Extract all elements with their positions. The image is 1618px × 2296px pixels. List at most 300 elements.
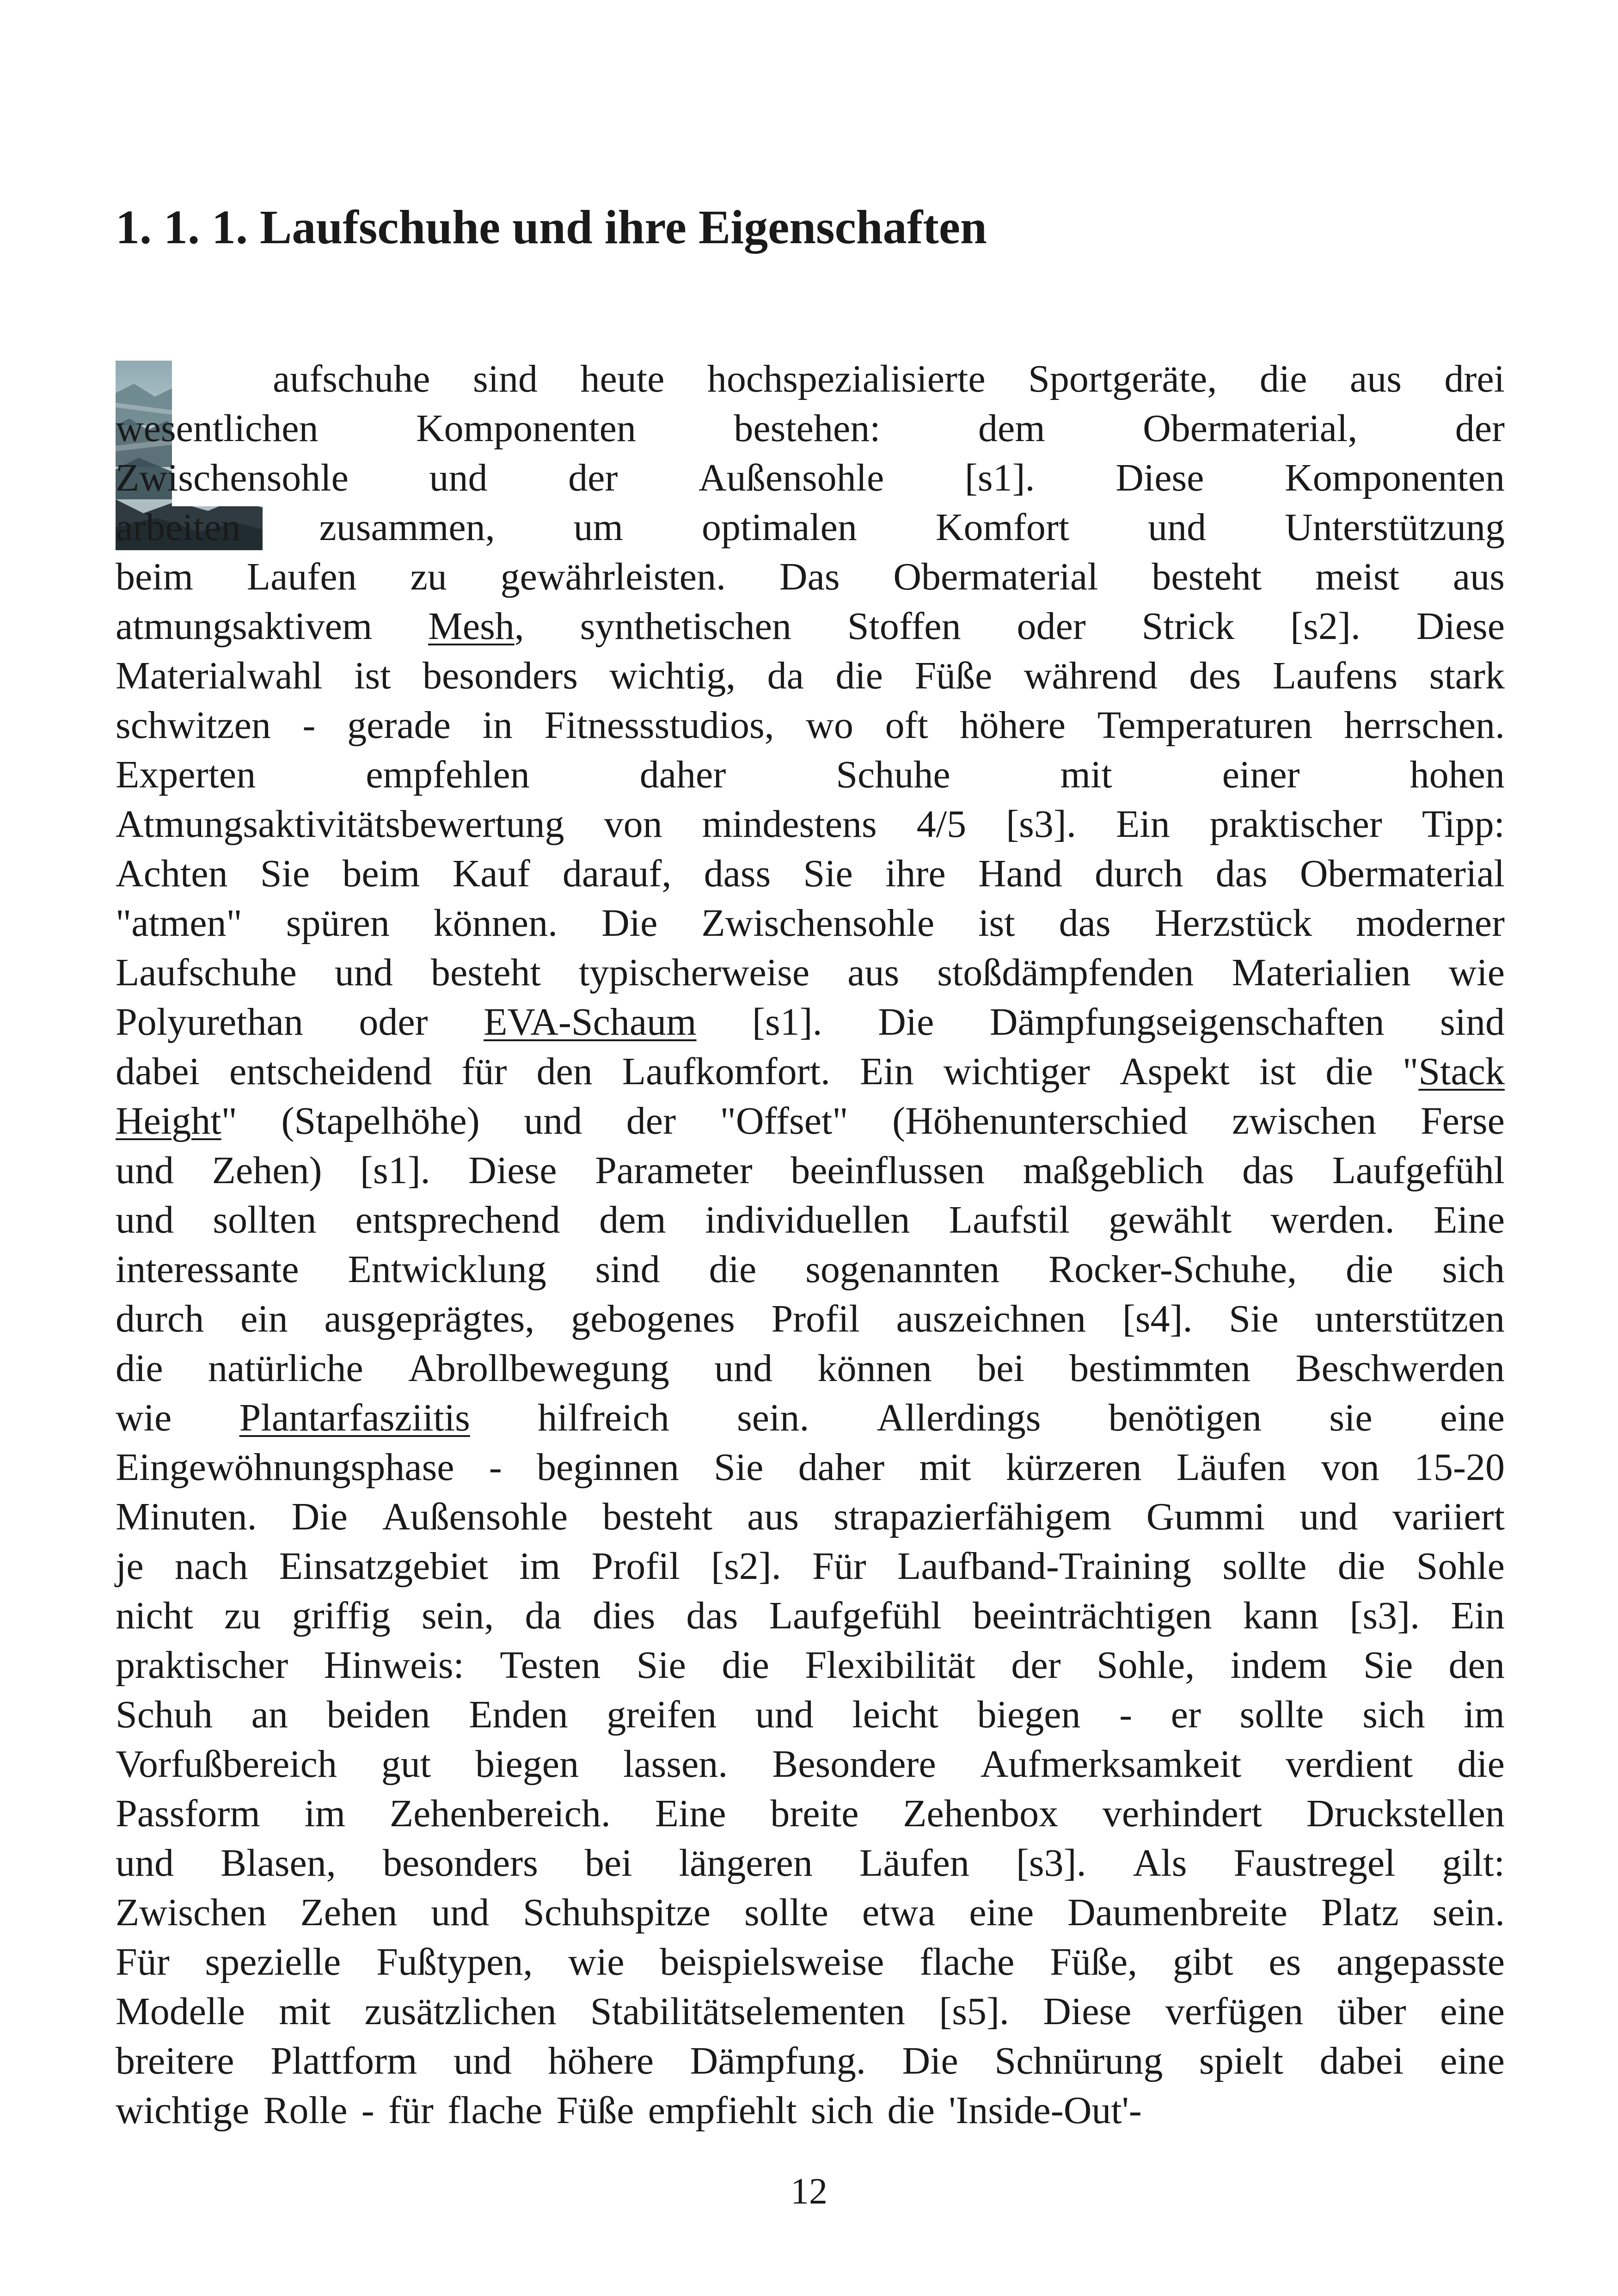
word: zusammen, [319, 506, 495, 549]
word: [s4]. [1122, 1297, 1193, 1340]
word: während [1024, 654, 1158, 697]
word: Obermaterial [1299, 852, 1505, 895]
word: Faustregel [1233, 1842, 1396, 1885]
word: mit [279, 1990, 331, 2033]
term-link[interactable]: EVA-Schaum [484, 1001, 697, 1044]
word: und [334, 951, 393, 994]
word: etwa [862, 1891, 936, 1934]
word: Polyurethan [116, 1001, 303, 1044]
word: Komfort [935, 506, 1070, 549]
text-line [116, 2036, 1505, 2086]
word: einer [1222, 753, 1300, 796]
word: können. [433, 902, 558, 945]
word: arbeiten [116, 506, 241, 549]
word: im [519, 1545, 561, 1588]
word: Fitnessstudios, [544, 704, 774, 747]
word: Minuten. [116, 1495, 257, 1538]
word: Aspekt [1119, 1050, 1230, 1093]
word: kürzeren [1005, 1446, 1142, 1489]
word: die [1346, 1248, 1393, 1291]
word: empfehlen [366, 753, 530, 796]
word: Enden [469, 1693, 568, 1736]
word: (Höhenunterschied [892, 1099, 1188, 1142]
word: oder [359, 1001, 428, 1044]
word: Laufstil [949, 1198, 1070, 1241]
word: Sie [1229, 1297, 1279, 1340]
word: herrschen. [1344, 704, 1505, 747]
word: Laufgefühl [769, 1594, 942, 1637]
word: Außensohle [382, 1495, 568, 1538]
word: Laufgefühl [1332, 1149, 1505, 1192]
word: Sie [1363, 1644, 1413, 1687]
word: 15-20 [1414, 1446, 1505, 1489]
word: beim [342, 852, 420, 895]
word: wo [806, 704, 853, 747]
word: individuellen [705, 1198, 910, 1241]
text-line [116, 602, 1505, 651]
word: bei [977, 1347, 1024, 1390]
word: wie [568, 1940, 625, 1983]
word: im [1464, 1693, 1505, 1736]
word: besonders [422, 654, 578, 697]
word: zu [224, 1594, 261, 1637]
text-line [116, 1443, 1505, 1492]
text-line [116, 1195, 1505, 1245]
word: wie [116, 1396, 172, 1439]
word: praktischer [116, 1644, 288, 1687]
word: aufschuhe [273, 357, 430, 400]
word: Laufkomfort. [622, 1050, 830, 1093]
word: Temperaturen [1097, 704, 1312, 747]
word: aus [847, 951, 900, 994]
word: dabei [116, 1050, 200, 1093]
word: dies [592, 1594, 656, 1637]
word: beeinflussen [791, 1149, 985, 1192]
text-line [116, 849, 1505, 898]
word: und [1148, 506, 1207, 549]
word: [s3]. [1006, 803, 1076, 846]
word: Vorfußbereich [116, 1743, 337, 1786]
word: Zehenbox [903, 1792, 1059, 1835]
word: Ein [1451, 1594, 1505, 1637]
word: des [1189, 654, 1241, 697]
word: Laufschuhe [116, 951, 297, 994]
word: eine [1440, 2039, 1505, 2082]
word: über [1337, 1990, 1406, 2033]
word: das [1059, 902, 1111, 945]
word: flache [447, 2089, 543, 2132]
word: höhere [960, 704, 1066, 747]
word: indem [1230, 1644, 1328, 1687]
word: Unterstützung [1285, 506, 1505, 549]
word: Füße [914, 654, 993, 697]
word: Druckstellen [1306, 1792, 1505, 1835]
word: Kauf [452, 852, 530, 895]
word: Flexibilität [805, 1644, 975, 1687]
word: Komponenten [416, 407, 636, 450]
word: in [482, 704, 513, 747]
word: darauf, [562, 852, 672, 895]
word: Abrollbewegung [408, 1347, 669, 1390]
word: stark [1429, 654, 1505, 697]
word: im [304, 1792, 346, 1835]
word: heute [580, 357, 665, 400]
word: biegen [977, 1693, 1081, 1736]
word: Eine [655, 1792, 726, 1835]
word: das [1242, 1149, 1294, 1192]
word: sollte [1222, 1545, 1307, 1588]
word: sich [1362, 1693, 1425, 1736]
word: die [1457, 1743, 1505, 1786]
word: Diese [1416, 605, 1505, 648]
text-line [116, 1294, 1505, 1344]
word: Daumenbreite [1067, 1891, 1287, 1934]
word: Laufens [1272, 654, 1398, 697]
word: ist [1259, 1050, 1296, 1093]
word: längeren [679, 1842, 813, 1885]
word: natürliche [208, 1347, 363, 1390]
word: hochspezialisierte [707, 357, 986, 400]
word: Für [116, 1940, 170, 1983]
word: hohen [1410, 753, 1505, 796]
term-link[interactable]: Mesh [428, 605, 515, 648]
text-line [116, 1245, 1505, 1294]
word: zusätzlichen [364, 1990, 557, 2033]
word: Profil [771, 1297, 860, 1340]
word: aus [1453, 555, 1505, 598]
word: und [431, 1891, 490, 1934]
word: Zehen) [212, 1149, 322, 1192]
word: Hand [978, 852, 1062, 895]
text-line [116, 898, 1505, 948]
word: [s3]. [1349, 1594, 1420, 1637]
word: 'Inside-Out'- [949, 2089, 1142, 2132]
word [484, 997, 696, 1047]
text-line [116, 1344, 1505, 1393]
text-line [116, 799, 1505, 849]
word: die [1259, 357, 1307, 400]
word: Hinweis: [324, 1644, 464, 1687]
word: werden. [1270, 1198, 1395, 1241]
text-line [116, 1640, 1505, 1690]
word: Laufband-Training [897, 1545, 1192, 1588]
word: je [116, 1545, 144, 1588]
word: es [1269, 1940, 1301, 1983]
word: zu [410, 555, 447, 598]
word: die [1325, 1050, 1373, 1093]
text-line [116, 1591, 1505, 1640]
word: typischerweise [578, 951, 810, 994]
word: wichtiger [943, 1050, 1090, 1093]
word: und [429, 456, 488, 499]
word: Eine [1434, 1198, 1505, 1241]
word: an [251, 1693, 288, 1736]
word: leicht [852, 1693, 938, 1736]
word: sind [473, 357, 538, 400]
word: [s3]. [1016, 1842, 1086, 1885]
text-line [116, 503, 1505, 552]
word: [s1]. [752, 1001, 822, 1044]
word: Ein [860, 1050, 914, 1093]
word: dem [599, 1198, 666, 1241]
text-line [116, 651, 1505, 700]
word: verfügen [1165, 1990, 1304, 2033]
word: den [1448, 1644, 1505, 1687]
word: 4/5 [916, 803, 967, 846]
word: Einsatzgebiet [279, 1545, 489, 1588]
word: Füße [556, 2089, 634, 2132]
word: Diese [1043, 1990, 1132, 2033]
word: Zehen [300, 1891, 398, 1934]
word: Passform [116, 1792, 260, 1835]
word: aus [747, 1495, 799, 1538]
word: Fußtypen, [376, 1940, 533, 1983]
word: Plattform [270, 2039, 417, 2082]
word: breitere [116, 2039, 234, 2082]
word: durch [116, 1297, 204, 1340]
page-number: 12 [791, 2171, 827, 2212]
word: der [626, 1099, 676, 1142]
word: gilt: [1442, 1842, 1505, 1885]
word: die [887, 2089, 935, 2132]
word: Ein [1115, 803, 1170, 846]
word: meist [1315, 555, 1400, 598]
word: sich [810, 2089, 874, 2132]
word: spielt [1199, 2039, 1283, 2082]
word: oder [1017, 605, 1086, 648]
word: spüren [286, 902, 390, 945]
word: greifen [607, 1693, 717, 1736]
word: (Stapelhöhe) [281, 1099, 480, 1142]
word: verdient [1286, 1743, 1413, 1786]
word: Das [779, 555, 840, 598]
word: entsprechend [355, 1198, 560, 1241]
word: sind [1440, 1001, 1505, 1044]
word: die [709, 1248, 757, 1291]
word: Modelle [116, 1990, 245, 2033]
word: stoßdämpfenden [937, 951, 1194, 994]
word: besteht [1152, 555, 1262, 598]
word: dem [978, 407, 1045, 450]
word: sein. [737, 1396, 809, 1439]
word: sollten [213, 1198, 317, 1241]
word: empfiehlt [648, 2089, 797, 2132]
word: dabei [1319, 2039, 1404, 2082]
word: mit [919, 1446, 971, 1489]
body-paragraph [116, 354, 1505, 2135]
word: "Offset" [720, 1099, 848, 1142]
word: Zehenbereich. [389, 1792, 611, 1835]
word: daher [639, 753, 726, 796]
word: praktischer [1209, 803, 1382, 846]
word: Materialwahl [116, 654, 323, 697]
word: [s2]. [711, 1545, 781, 1588]
word: breite [770, 1792, 859, 1835]
text-line [116, 1541, 1505, 1591]
word: bei [584, 1842, 632, 1885]
word: Parameter [595, 1149, 753, 1192]
word: gebogenes [571, 1297, 735, 1340]
word: er [1171, 1693, 1201, 1736]
word: Tipp: [1422, 803, 1505, 846]
word: sich [1442, 1248, 1505, 1291]
word: Testen [500, 1644, 601, 1687]
word: ihre [885, 852, 946, 895]
word: atmungsaktivem [116, 605, 373, 648]
word: Stabilitätselementen [590, 1990, 906, 2033]
word: die [1337, 1545, 1385, 1588]
word: wesentlichen [116, 407, 319, 450]
text-line [116, 1987, 1505, 2036]
text-line [116, 1096, 1505, 1146]
word: sind [595, 1248, 660, 1291]
word: kann [1243, 1594, 1319, 1637]
word: Profil [591, 1545, 680, 1588]
word: da [525, 1594, 562, 1637]
word: eine [969, 1891, 1034, 1934]
word: besonders [382, 1842, 538, 1885]
word: das [686, 1594, 738, 1637]
word: "Stack [1403, 1050, 1505, 1093]
word: auszeichnen [896, 1297, 1086, 1340]
text-line [116, 1492, 1505, 1541]
word: Experten [116, 753, 256, 796]
word: beeinträchtigen [973, 1594, 1212, 1637]
word: Dämpfungseigenschaften [989, 1001, 1385, 1044]
word: Beschwerden [1295, 1347, 1505, 1390]
word: durch [1095, 852, 1183, 895]
word: Für [812, 1545, 866, 1588]
word: Komponenten [1285, 456, 1505, 499]
word: und [116, 1842, 174, 1885]
word: beim [116, 555, 193, 598]
word: flache [919, 1940, 1015, 1983]
word: Platz [1321, 1891, 1399, 1934]
word: eine [1440, 1396, 1505, 1439]
word: unterstützen [1315, 1297, 1505, 1340]
text-line [273, 354, 1505, 404]
word: der [568, 456, 618, 499]
word: - [1119, 1693, 1133, 1736]
word: da [767, 654, 804, 697]
text-line [116, 997, 1505, 1047]
word: können [817, 1347, 932, 1390]
section-heading: 1. 1. 1. Laufschuhe und ihre Eigenschaften [116, 201, 987, 254]
word: hilfreich [538, 1396, 669, 1439]
word: die [116, 1347, 163, 1390]
word: [s5]. [939, 1990, 1009, 2033]
word: ausgeprägtes, [324, 1297, 535, 1340]
word: eine [1440, 1990, 1505, 2033]
word: beginnen [536, 1446, 679, 1489]
term-link[interactable]: Height [116, 1099, 221, 1142]
word: den [536, 1050, 593, 1093]
term-link[interactable]: Stack [1418, 1050, 1505, 1093]
word: verhindert [1102, 1792, 1263, 1835]
word: Die [878, 1001, 934, 1044]
word: Sie [260, 852, 310, 895]
term-link[interactable]: Plantarfasziitis [239, 1396, 470, 1439]
word: Eingewöhnungsphase [116, 1446, 454, 1489]
text-line [116, 1838, 1505, 1888]
word: synthetischen [580, 605, 791, 648]
word: mit [1060, 753, 1112, 796]
word: - [302, 704, 316, 747]
text-line [116, 404, 1505, 453]
word: [s2]. [1290, 605, 1361, 648]
text-line [116, 1937, 1505, 1987]
word: Zwischen [116, 1891, 267, 1934]
word: Die [902, 2039, 958, 2082]
word: Obermaterial, [1143, 407, 1358, 450]
word: Sohle [1416, 1545, 1505, 1588]
word: Achten [116, 852, 228, 895]
word: wichtige [116, 2089, 250, 2132]
text-line [116, 1888, 1505, 1937]
word: maßgeblich [1023, 1149, 1204, 1192]
word: biegen [475, 1743, 579, 1786]
word: moderner [1356, 902, 1505, 945]
word: höhere [548, 2039, 654, 2082]
word: und [116, 1198, 174, 1241]
word: und [714, 1347, 773, 1390]
word: lassen. [623, 1743, 728, 1786]
word: Läufen [1176, 1446, 1287, 1489]
word: Dämpfung. [690, 2039, 866, 2082]
word: schwitzen [116, 704, 271, 747]
word: Die [291, 1495, 348, 1538]
word [239, 1393, 470, 1443]
word: dass [704, 852, 771, 895]
word: Schuhe [836, 753, 950, 796]
word: Als [1133, 1842, 1187, 1885]
word: Rocker-Schuhe, [1048, 1248, 1297, 1291]
word: mindestens [702, 803, 877, 846]
word: optimalen [701, 506, 857, 549]
text-line [116, 1393, 1505, 1443]
word: [s1]. [360, 1149, 430, 1192]
word: der [1011, 1644, 1061, 1687]
text-line [116, 1047, 1505, 1096]
word: sogenannten [805, 1248, 1000, 1291]
word: Schuh [116, 1693, 213, 1736]
word: Obermaterial [893, 555, 1098, 598]
word: gewählt [1109, 1198, 1232, 1241]
word: gibt [1172, 1940, 1233, 1983]
word: nicht [116, 1594, 193, 1637]
word: Mesh, [428, 605, 524, 648]
word: und [524, 1099, 582, 1142]
word: benötigen [1108, 1396, 1262, 1439]
word: angepasste [1336, 1940, 1505, 1983]
word: Entwicklung [348, 1248, 546, 1291]
text-line [116, 1690, 1505, 1739]
word: sie [1329, 1396, 1373, 1439]
word: sollte [744, 1891, 828, 1934]
text-line [116, 1146, 1505, 1195]
word: von [604, 803, 662, 846]
word: zwischen [1232, 1099, 1377, 1142]
word: ist [978, 902, 1015, 945]
word: Sportgeräte, [1028, 357, 1217, 400]
text-line [116, 552, 1505, 602]
word: Gummi [1146, 1495, 1265, 1538]
word: drei [1444, 357, 1505, 400]
word: sollte [1239, 1693, 1324, 1736]
word: "atmen" [116, 902, 242, 945]
word: Stoffen [847, 605, 961, 648]
word: gewährleisten. [500, 555, 726, 598]
